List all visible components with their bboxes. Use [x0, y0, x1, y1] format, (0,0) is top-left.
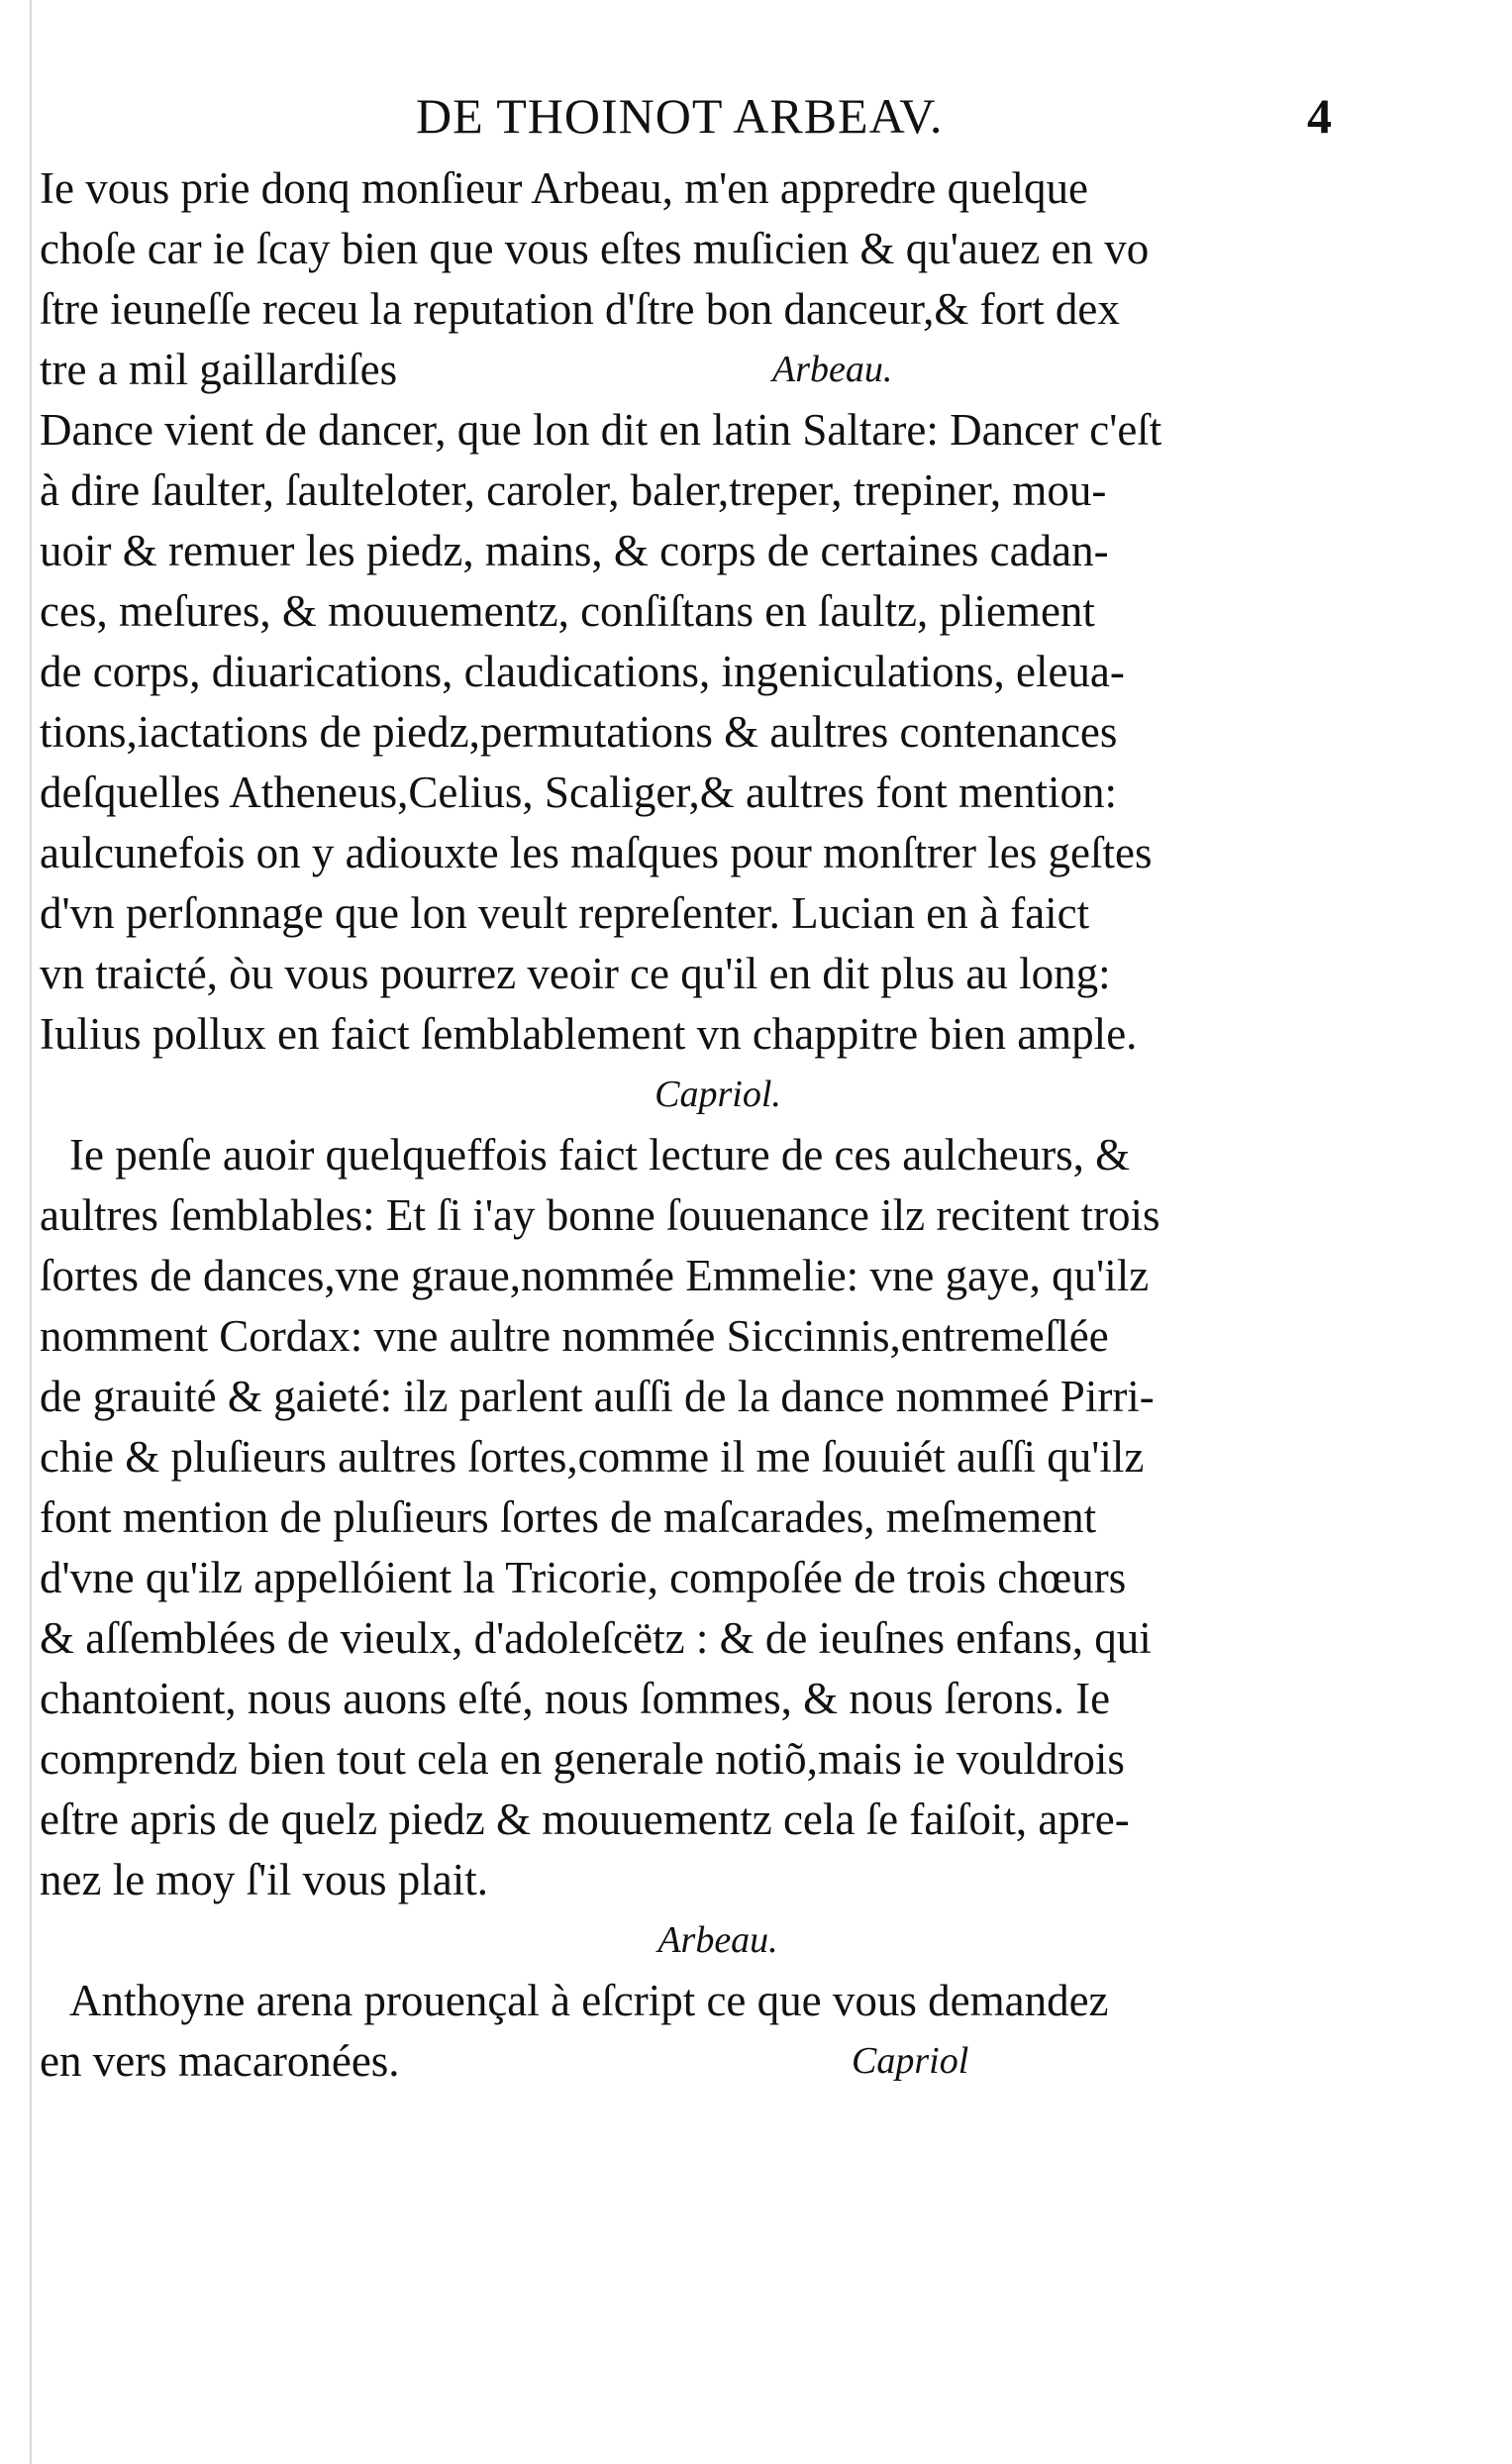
page-edge-line: [30, 0, 32, 2464]
text-line: ſortes de dances,vne graue,nommée Emmelie: vne gaye, qu'ilz: [40, 1251, 1150, 1300]
page-number: 4: [1307, 88, 1332, 144]
speaker-name: Capriol.: [655, 1074, 781, 1115]
text-line: deſquelles Atheneus,Celius, Scaliger,& aultres font mention:: [40, 768, 1117, 817]
text-line: vn traicté, òu vous pourrez veoir ce qu'il en dit plus au long:: [40, 949, 1111, 998]
text-line: tions,iactations de piedz,permutations & aultres contenances: [40, 707, 1118, 757]
text-line-content: tre a mil gaillardiſes: [40, 345, 398, 394]
text-line: Ie vous prie donq monſieur Arbeau, m'en appredre quelque: [40, 163, 1089, 213]
text-line: eſtre apris de quelz piedz & mouuementz cela ſe faiſoit, apre-: [40, 1795, 1130, 1844]
body-text: [40, 158, 1396, 2092]
text-line: d'vne qu'ilz appellóient la Tricorie, compoſée de trois chœurs: [40, 1553, 1127, 1602]
text-line: Dance vient de dancer, que lon dit en latin Saltare: Dancer c'eſt: [40, 405, 1162, 455]
text-line: ſtre ieuneſſe receu la reputation d'ſtre bon danceur,& fort dex: [40, 284, 1120, 334]
text-line: aulcunefois on y adiouxte les maſques pour monſtrer les geſtes: [40, 828, 1153, 877]
running-title: DE THOINOT ARBEAV.: [416, 88, 944, 144]
text-line: de corps, diuarications, claudications, ingeniculations, eleua-: [40, 647, 1125, 696]
speaker-name: Arbeau.: [772, 349, 893, 390]
text-line: Anthoyne arena prouençal à eſcript ce que vous demandez: [69, 1976, 1109, 2025]
text-line: font mention de pluſieurs ſortes de maſcarades, meſmement: [40, 1492, 1097, 1542]
text-line: chie & pluſieurs aultres ſortes,comme il me ſouuiét auſſi qu'ilz: [40, 1432, 1145, 1482]
text-line-content: en vers macaronées.: [40, 2036, 400, 2086]
text-line: nez le moy ſ'il vous plait.: [40, 1855, 489, 1904]
text-line: Ie penſe auoir quelqueffois faict lecture de ces aulcheurs, &: [69, 1130, 1131, 1180]
speaker-name: Arbeau.: [657, 1919, 778, 1961]
text-line: aultres ſemblables: Et ſi i'ay bonne ſouuenance ilz recitent trois: [40, 1190, 1160, 1240]
text-line: nomment Cordax: vne aultre nommée Siccinnis,entremeſlée: [40, 1311, 1109, 1361]
page-header: [0, 87, 1512, 156]
text-line: chantoient, nous auons eſté, nous ſommes, & nous ſerons. Ie: [40, 1674, 1111, 1723]
text-line: [40, 2031, 1396, 2092]
text-line: [40, 340, 1396, 400]
text-line: de grauité & gaieté: ilz parlent auſſi de la dance nommeé Pirri-: [40, 1372, 1155, 1421]
text-line: uoir & remuer les piedz, mains, & corps de certaines cadan-: [40, 526, 1109, 575]
text-line: choſe car ie ſcay bien que vous eſtes muſicien & qu'auez en vo: [40, 224, 1150, 273]
speaker-name: Capriol: [852, 2040, 969, 2082]
text-line: à dire ſaulter, ſaulteloter, caroler, baler,treper, trepiner, mou-: [40, 465, 1107, 515]
text-line: Iulius pollux en faict ſemblablement vn chappitre bien ample.: [40, 1009, 1138, 1059]
text-line: d'vn perſonnage que lon veult repreſenter. Lucian en à faict: [40, 888, 1090, 938]
text-line: & aſſemblées de vieulx, d'adoleſcëtz : & de ieuſnes enfans, qui: [40, 1613, 1152, 1663]
text-line: comprendz bien tout cela en generale notiõ,mais ie vouldrois: [40, 1734, 1125, 1784]
text-line: ces, meſures, & mouuementz, conſiſtans en ſaultz, pliement: [40, 586, 1095, 636]
